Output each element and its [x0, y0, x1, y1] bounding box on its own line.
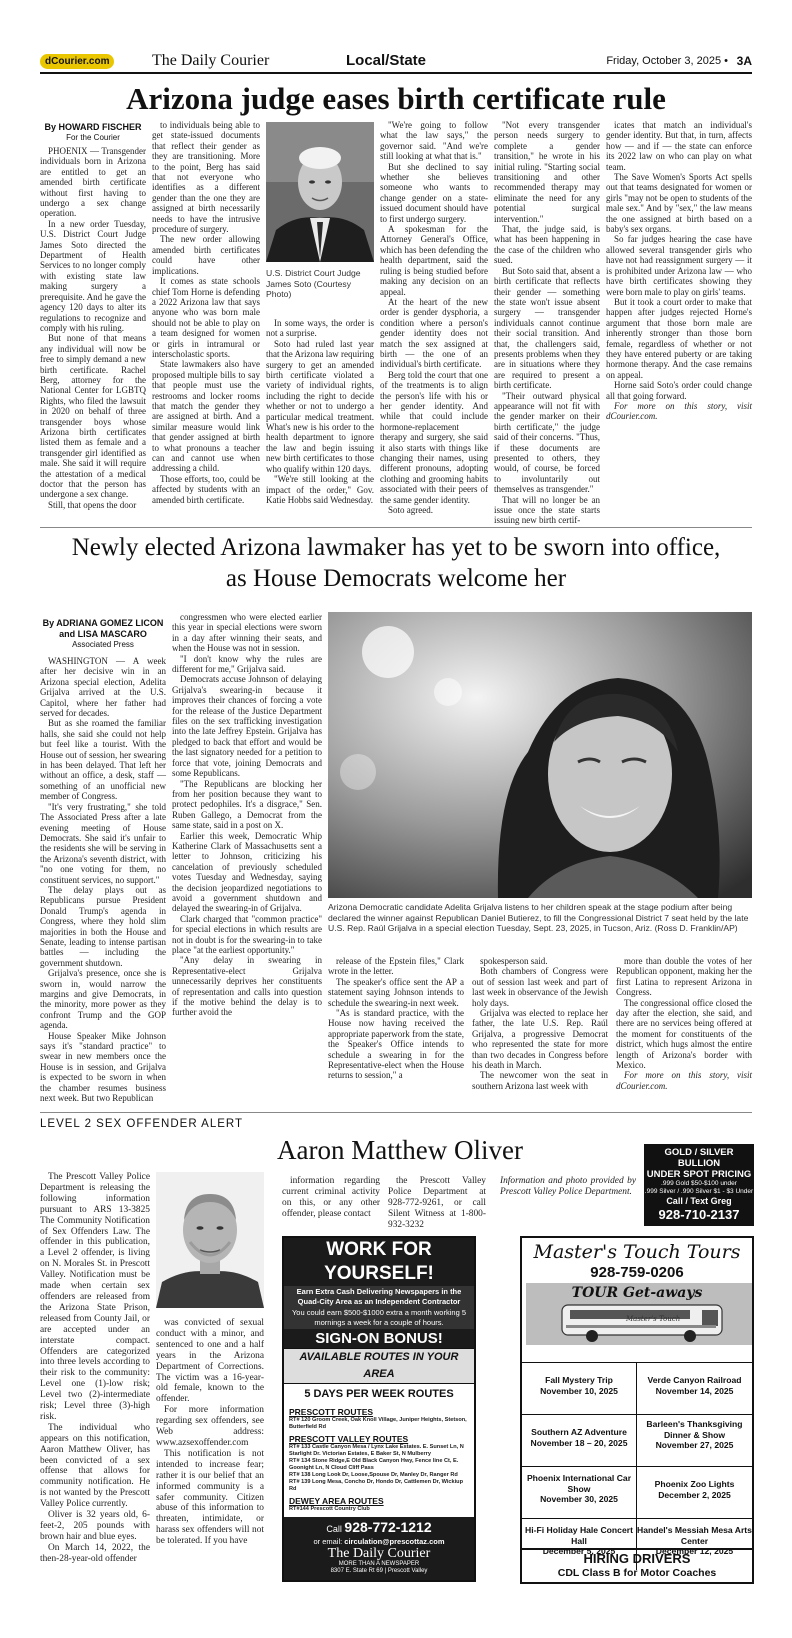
route-group	[289, 1434, 469, 1493]
route-group-heading: PRESCOTT VALLEY ROUTES	[289, 1434, 409, 1444]
paragraph: But Soto said that, absent a birth certificate that reflects their gender — something the state won't issue absent surgery — transgender individuals cannot continue their social transition. And that, the challengers said, presents problems when they are in situations where they are required to present a birth certificate.	[494, 265, 600, 391]
paragraph: Those efforts, too, could be affected by students with an amended birth certificate.	[152, 473, 260, 505]
work-ad-call	[284, 1517, 474, 1537]
paragraph: The Save Women's Sports Act spells out that teams designated for women or girls "may not be open to students of the male sex." And by "sex," the law means the one assigned at birth based on a baby's sex organs.	[606, 172, 752, 235]
paragraph: Berg told the court that one of the treatments is to align the person's life with his or her gender identity. And while that could include hormone-replacement therapy and surgery, she said it also starts with things like changing their names, using different pronouns, adopting clothing and grooming habits associated with their peers of the same gender identity.	[380, 369, 488, 505]
work-ad-email[interactable]: circulation@prescottaz.com	[344, 1537, 445, 1546]
more-link[interactable]: For more on this story, visit dCourier.com.	[606, 400, 752, 422]
trip-title: Southern AZ Adventure	[531, 1427, 627, 1437]
alert-label: LEVEL 2 SEX OFFENDER ALERT	[40, 1118, 244, 1130]
trip-item[interactable]	[522, 1414, 637, 1466]
paragraph: the Prescott Valley Police Department at 928-772-9261, or call Silent Witness at 1-800-932-3232	[388, 1176, 486, 1230]
trip-date: December 2, 2025	[658, 1489, 731, 1500]
gold-ad-title2: UNDER SPOT PRICING	[646, 1169, 752, 1180]
article1-byline: By HOWARD FISCHER	[44, 122, 142, 132]
paragraph: release of the Epstein files," Clark wrote in the letter.	[328, 956, 464, 977]
paragraph: State lawmakers also have proposed multiple bills to say that people must use the restrooms and locker rooms that match the gender they are assigned at birth. And a similar measure would link that gender assigned at birth to what pronouns a teacher can and cannot use when addressing a child.	[152, 359, 260, 474]
article1-column-6	[606, 120, 752, 518]
gold-ad-line1: .999 Gold $50-$100 under	[661, 1180, 737, 1187]
work-ad-title: WORK FOR YOURSELF!	[284, 1238, 474, 1286]
article1-column-2	[152, 120, 260, 518]
paragraph: Horne said Soto's order could change all that going forward.	[606, 380, 752, 401]
offender-mugshot	[156, 1172, 264, 1308]
trip-item[interactable]	[637, 1362, 752, 1414]
paragraph: Earlier this week, Democratic Whip Katherine Clark of Massachusetts sent a letter to Johnson, criticizing his cancelation of previously scheduled votes Tuesday and Wednesday, saying the decision jeopardized negotiations to avoid a government shutdown and delayed the swearing-in of Grijalva.	[172, 830, 322, 914]
work-ad-days: 5 DAYS PER WEEK ROUTES	[304, 1388, 454, 1400]
paragraph: "The Republicans are blocking her from her position because they want to protect pedophiles. It's a disgrace," Sen. Ruben Gallego, a Democrat from the same state, said in a post on X.	[172, 778, 322, 831]
call-prefix: Call	[326, 1524, 342, 1534]
section-divider	[40, 527, 752, 528]
paragraph: The congressional office closed the day after the election, she said, and there are no services being offered at the moment for constituents of the district, which hugs almost the entire length of Arizona's border with Mexico.	[616, 997, 752, 1071]
route-item: RT#144 Prescott Country Club	[289, 1506, 370, 1512]
paragraph: The delay plays out as Republicans pursue President Donald Trump's agenda in Congress, where they hold slim majorities in both the House and Senate, leading to intense partisan battles — including the government shutdown.	[40, 884, 166, 968]
route-item: RT# 133 Castle Canyon Mesa / Lynx Lake Estates. E. Sunset Ln, N Starlight Dr. Victorian Estates, E Baker St, N Mulberry	[289, 1444, 464, 1457]
work-ad-phone[interactable]: 928-772-1212	[344, 1519, 432, 1535]
work-ad-paper-name: The Daily Courier	[327, 1546, 431, 1561]
paragraph: "We're going to follow what the law says," the governor said. "And we're still looking at what that is."	[380, 120, 488, 162]
section-divider-2	[40, 1112, 752, 1113]
trip-date: November 30, 2025	[540, 1494, 618, 1504]
paragraph: Grijalva was elected to replace her father, the late U.S. Rep. Raúl Grijalva, a progressive Democrat who represented the state for more than two decades in Congress before his death in March.	[472, 1008, 608, 1071]
paragraph: On March 14, 2022, the then-28-year-old offender	[40, 1542, 150, 1564]
paragraph: congressmen who were elected earlier this year in special elections were sworn in a day after winning their seats, and when the House was not in session.	[172, 612, 322, 654]
paragraph: That, the judge said, is what has been happening in the case of the children who sued.	[494, 224, 600, 266]
paragraph: Grijalva's presence, once she is sworn in, would narrow the margins and give Democrats, in the minority, more power as they confront Trump and the GOP agenda.	[40, 968, 166, 1031]
trip-title: Phoenix International Car Show	[526, 1473, 632, 1494]
article1-photo-caption: U.S. District Court Judge James Soto (Courtesy Photo)	[266, 268, 361, 299]
trip-title: Barleen's Thanksgiving Dinner & Show	[646, 1419, 743, 1440]
article1-column-4	[380, 120, 488, 518]
article1-byline-org: For the Courier	[66, 133, 120, 142]
trip-date: November 18 – 20, 2025	[530, 1437, 628, 1448]
route-groups	[284, 1407, 474, 1513]
article2-column-1	[40, 656, 166, 1104]
offender-photo	[156, 1172, 264, 1308]
alert-column-2	[156, 1318, 264, 1580]
work-ad-tagline: MORE THAN A NEWSPAPER	[338, 1561, 420, 1567]
issue-date-text: Friday, October 3, 2025	[606, 55, 722, 67]
paragraph: icates that match an individual's gender identity. But that, in turn, affects how — and if — the state can enforce its 2022 law on who can play on what team.	[606, 120, 752, 172]
article1-byline-block	[40, 122, 146, 143]
article2-column-5	[616, 956, 752, 1100]
trip-date: November 14, 2025	[655, 1385, 734, 1396]
tour-banner	[526, 1283, 748, 1345]
offender-name: Aaron Matthew Oliver	[277, 1135, 523, 1165]
article2-photo-caption: Arizona Democratic candidate Adelita Grijalva listens to her children speak at the stage podium after being declared the winner against Republican Daniel Butierez, to fill the Congressional District 7 seat held by the late U.S. Rep. Raúl Grijalva in a special election Tuesday, Sept. 23, 2025, in Tucson, Ariz. (Ross D. Franklin/AP)	[328, 902, 749, 933]
alert-column-4	[388, 1176, 486, 1232]
bus-label: Master's Touch	[626, 1315, 681, 1323]
more-link[interactable]: For more on this story, visit dCourier.com.	[616, 1070, 752, 1091]
paragraph: spokesperson said.	[480, 956, 548, 966]
paragraph: information regarding current criminal activity on this, or any other offender, please contact	[282, 1176, 380, 1219]
gold-ad-phone[interactable]: 928-710-2137	[658, 1207, 740, 1222]
alert-column-3	[282, 1176, 380, 1232]
article2-byline-org: Associated Press	[72, 640, 134, 649]
route-group	[289, 1407, 469, 1431]
email-prefix: or email:	[313, 1537, 343, 1546]
gold-ad-title1: GOLD / SILVER BULLION	[664, 1147, 734, 1169]
paragraph: The individual who appears on this notification, Aaron Matthew Oliver, has been convicted of a sex offense that allows for community notification. He is not wanted by the Prescott Valley Police currently.	[40, 1422, 150, 1510]
article1-column-1	[40, 146, 146, 518]
route-item: RT# 134 Stone Ridge,E Old Black Canyon Hwy, Fence line Ct, E. Goonight Ln, N Cloud Cliff Pass	[289, 1458, 459, 1471]
work-ad-bonus: SIGN-ON BONUS!	[284, 1329, 474, 1348]
paragraph: Soto had ruled last year that the Arizona law requiring surgery to get an amended birth certificate violated a variety of individual rights, including the right to decide whether or not to undergo a particular medical treatment. What's new is his order to the health department to ignore the law and begin issuing new birth certificates to those who qualify within 120 days.	[266, 338, 374, 474]
trip-date: December 5, 2025	[542, 1546, 616, 1556]
work-ad-footer	[284, 1517, 474, 1580]
paragraph: That will no longer be an issue once the state starts issuing new birth certif-	[494, 494, 600, 526]
gold-ad-line2: .999 Silver / .990 Silver $1 - $3 Under	[644, 1188, 754, 1195]
paragraph: For more information regarding sex offenders, see Web address: www.azsexoffender.com	[156, 1405, 264, 1448]
paragraph: "Their outward physical appearance will not fit with the gender marker on their birth certificate," the judge said of their concerns. "Thus, if these documents are presented to others, they would, of course, be forced to involuntarily out themselves as transgender."	[494, 390, 600, 495]
trip-item[interactable]	[637, 1466, 752, 1518]
article1-headline: Arizona judge eases birth certificate rule	[126, 81, 666, 116]
site-logo[interactable]: dCourier.com	[40, 54, 114, 69]
article2-column-4	[472, 956, 608, 1100]
hiring-subtitle: CDL Class B for Motor Coaches	[557, 1567, 717, 1579]
paragraph: At the heart of the new order is gender dysphoria, a condition where a person's gender identity does not match the sex assigned at birth — the one of an individual's birth certificate.	[380, 296, 488, 370]
paragraph: It comes as state schools chief Tom Horne is defending a 2022 Arizona law that says anyone who was born male should not be able to play on a team designed for women or girls in intramural or interscholastic sports.	[152, 276, 260, 359]
route-group-heading: DEWEY AREA ROUTES	[289, 1496, 384, 1506]
paragraph: This notification is not intended to increase fear; rather it is our belief that an informed community is a safer community. Citizen abuse of this information to threaten, intimidate, or harass sex offenders will not be tolerated. If you have	[156, 1448, 264, 1547]
masthead	[40, 52, 752, 74]
gold-silver-ad[interactable]	[644, 1144, 754, 1226]
paragraph: So far judges hearing the case have allowed several transgender girls who have not had reassignment surgery — it is prohibited under Arizona law — who have birth certificates showing they were born male to play on girls' teams.	[606, 234, 752, 297]
trip-title: Hi-Fi Holiday Hale Concert Hall	[525, 1525, 633, 1546]
article2-column-2	[172, 612, 322, 1100]
paragraph: to individuals being able to get state-issued documents that reflect their gender as they are transitioning. More to the point, Berg has said that not everyone who identifies as a different gender than the one they are assigned at birth necessarily needs to have the intrusive procedure of surgery.	[152, 120, 260, 235]
trip-title: Phoenix Zoo Lights	[654, 1479, 735, 1489]
paragraph: Oliver is 32 years old, 6-feet-2, 205 pounds with brown hair and blue eyes.	[40, 1510, 150, 1542]
article2-byline: By ADRIANA GOMEZ LICON and LISA MASCARO	[42, 618, 164, 639]
article2-headline-line1: Newly elected Arizona lawmaker has yet to be sworn into office,	[71, 534, 721, 561]
work-ad-email-line	[284, 1537, 474, 1546]
tour-banner-text: TOUR Get-aways	[571, 1285, 703, 1301]
paragraph: The Prescott Valley Police Department is releasing the following information pursuant to ARS 13-3825 The Community Notification of Sex Offenders Law. The offender in this publication, a Level 2 offender, is living on N. Morales St. in Prescott Valley. Notification must be made when certain sex offenders are released from the Arizona State Prison, released from County Jail, or are accepted under an interstate compact. Offenders are categorized into three levels according to their risk to the community: Level one (1)-low risk; Level two (2)-intermediate risk; Level three (3)-high risk.	[40, 1172, 150, 1422]
issue-date	[606, 55, 728, 67]
route-group	[289, 1496, 469, 1513]
paragraph: In some ways, the order is not a surprise.	[266, 318, 374, 339]
route-item: RT# 139 Long Mesa, Concho Dr, Hondo Dr, Cattlemen Dr, Wickiup Rd	[289, 1479, 464, 1492]
paragraph: "We're still looking at the impact of the order," Gov. Katie Hobbs said Wednesday.	[266, 474, 374, 505]
alert-credit: Information and photo provided by Prescott Valley Police Department.	[500, 1176, 636, 1197]
section-name: Local/State	[346, 52, 427, 69]
paragraph: House Speaker Mike Johnson says it's "standard practice" to swear in new members once the House is in session, and Grijalva is expected to be sworn in when the chamber resumes business next week. But two Republican	[40, 1030, 166, 1104]
paragraph: A spokesman for the Attorney General's Office, which has been defending the health department, said the ruling is being studied before making any decision on an appeal.	[380, 224, 488, 297]
trip-title: Fall Mystery Trip	[545, 1375, 613, 1385]
work-ad-earn: You could earn $500-$1000 extra a month working 5 mornings a week for a couple of hours.	[284, 1307, 474, 1329]
paragraph: Both chambers of Congress were out of session last week and part of last week in observance of the Jewish holy days.	[472, 966, 608, 1008]
paragraph: Soto agreed.	[388, 505, 433, 516]
paragraph: Still, that opens the door	[48, 499, 137, 510]
trip-date: November 10, 2025	[540, 1385, 618, 1396]
route-item: RT# 138 Long Look Dr, Loose,Spouse Dr, Manley Dr, Ranger Rd	[289, 1472, 458, 1478]
tours-name: Master's Touch Tours	[533, 1241, 741, 1263]
article1-column-3	[266, 318, 374, 518]
paragraph: But as she roamed the familiar halls, she said she could not help but feel like a tourist. With the House out of session, her swearing in has been delayed. That left her without an office, a desk, staff — something of an unofficial new member of Congress.	[40, 718, 166, 802]
judge-soto-photo	[266, 122, 374, 262]
paragraph: Democrats accuse Johnson of delaying Grijalva's swearing-in because it improves their chances of forcing a vote for the release of the Justice Department files on the sex trafficking investigation into the late Jeffrey Epstein. Grijalva has pledged to back that effort and would be the last signatory needed for a petition to force that vote, joining Democrats and some Republicans.	[172, 674, 322, 779]
paragraph: But it took a court order to make that happen after judges rejected Horne's argument that those born male are inherently stronger than those born female, regardless of whether or not they have entered puberty or are taking hormone therapy. And the case remains on appeal.	[606, 296, 752, 380]
trip-date: December 12, 2025	[655, 1546, 734, 1556]
date-separator: •	[724, 55, 728, 67]
trip-item[interactable]	[637, 1414, 752, 1466]
work-ad-subtitle: Earn Extra Cash Delivering Newspapers in the Quad-City Area as an Independent Contractor	[284, 1286, 474, 1307]
route-item: RT# 120 Groom Creek, Oak Knoll Village, Juniper Heights, Stetson, Butterfield Rd	[289, 1417, 467, 1430]
trip-item[interactable]	[522, 1362, 637, 1414]
judge-soto-portrait	[266, 122, 374, 262]
trip-title: Handel's Messiah Mesa Arts Center	[637, 1525, 752, 1546]
paragraph: The new order allowing amended birth certificates could have other implications.	[152, 234, 260, 276]
paragraph: more than double the votes of her Republican opponent, making her the first Latina to represent Arizona in Congress.	[616, 956, 752, 998]
paragraph: But none of that means any individual will now be free to simply demand a new birth certificate. Rachel Berg, attorney for the National Center for LGBTQ Rights, who filed the lawsuit in 2020 on behalf of three transgender boys whose Arizona birth certificates listed them as female and a transgender girl identified as male. She said it will require the attestation of a medical doctor that the person has undergone a sex change.	[40, 333, 146, 500]
paragraph: "Not every transgender person needs surgery to complete a gender transition," he wrote in his initial ruling. "Starting social transitioning and other recommended therapy may eliminate the need for any potential surgical intervention."	[494, 120, 600, 224]
paragraph: In a new order Tuesday, U.S. District Court Judge James Soto directed the Department of Health Services to no longer comply with existing state law making surgery a prerequisite. And he gave the agency 120 days to alter its regulations to recognize and comply with his ruling.	[40, 218, 146, 333]
paragraph: WASHINGTON — A week after her decisive win in an Arizona special election, Adelita Grijalva arrived at the U.S. Capitol, where her father had served for decades.	[40, 656, 166, 719]
article2-byline-block	[40, 618, 166, 650]
paragraph: The newcomer won the seat in southern Arizona last week with	[472, 1070, 608, 1091]
paper-name: The Daily Courier	[152, 52, 270, 69]
tours-phone[interactable]: 928-759-0206	[590, 1264, 684, 1281]
alert-column-1	[40, 1172, 150, 1574]
trip-item[interactable]	[522, 1466, 637, 1518]
trip-date: November 27, 2025	[655, 1440, 734, 1450]
article2-column-3	[328, 956, 464, 1100]
masters-touch-tours-ad[interactable]	[520, 1236, 754, 1584]
hiring-title: HIRING DRIVERS	[583, 1551, 691, 1566]
work-for-yourself-ad[interactable]	[282, 1236, 476, 1582]
paragraph: was convicted of sexual conduct with a minor, and sentenced to one and a half years in the Arizona Department of Corrections. The victim was a 16-year-old female, known to the offender.	[156, 1318, 264, 1405]
article1-column-5	[494, 120, 600, 526]
hiring-banner	[522, 1548, 752, 1582]
paragraph: Clark charged that "common practice" for special elections in which results are not in doubt is for the swearing-in to take place "at the earliest opportunity."	[172, 913, 322, 955]
gold-ad-cta: Call / Text Greg	[666, 1196, 732, 1206]
paragraph: "It's very frustrating," she told The Associated Press after a late evening meeting of House Democrats. She said it's unfair to the residents she will be serving in the Arizona's seventh district, with "no one voting for them, no constituent services, no support."	[40, 801, 166, 885]
work-ad-available: AVAILABLE ROUTES IN YOUR AREA	[284, 1348, 474, 1384]
paragraph: But she declined to say whether she believes someone who wants to change gender on a state-issued document should have to first undergo surgery.	[380, 161, 488, 224]
paragraph: "I don't know why the rules are different for me," Grijalva said.	[172, 653, 322, 675]
paragraph: "As is standard practice, with the House now having received the appropriate paperwork from the state, the Speaker's Office intends to schedule a swearing in for the Representative-elect when the House returns to session," a	[328, 1008, 464, 1081]
trip-title: Verde Canyon Railroad	[647, 1375, 742, 1385]
paragraph: The speaker's office sent the AP a statement saying Johnson intends to schedule the swearing-in next week.	[328, 976, 464, 1008]
work-ad-address: 8307 E. State Rt 69 | Prescott Valley	[330, 1568, 428, 1574]
page-number: 3A	[736, 54, 752, 68]
paragraph: "Any delay in swearing in Representative-elect Grijalva unnecessarily deprives her constituents of representation and calls into question if the motive behind the delay is to further avoid the	[172, 955, 322, 1018]
grijalva-portrait	[328, 612, 752, 898]
paragraph: PHOENIX — Transgender individuals born in Arizona are entitled to get an amended birth certificate without first having to undergo a sex change operation.	[40, 146, 146, 219]
grijalva-photo	[328, 612, 752, 898]
article2-headline-line2: as House Democrats welcome her	[225, 565, 567, 592]
article2-headline	[40, 532, 752, 594]
route-group-heading: PRESCOTT ROUTES	[289, 1407, 374, 1417]
